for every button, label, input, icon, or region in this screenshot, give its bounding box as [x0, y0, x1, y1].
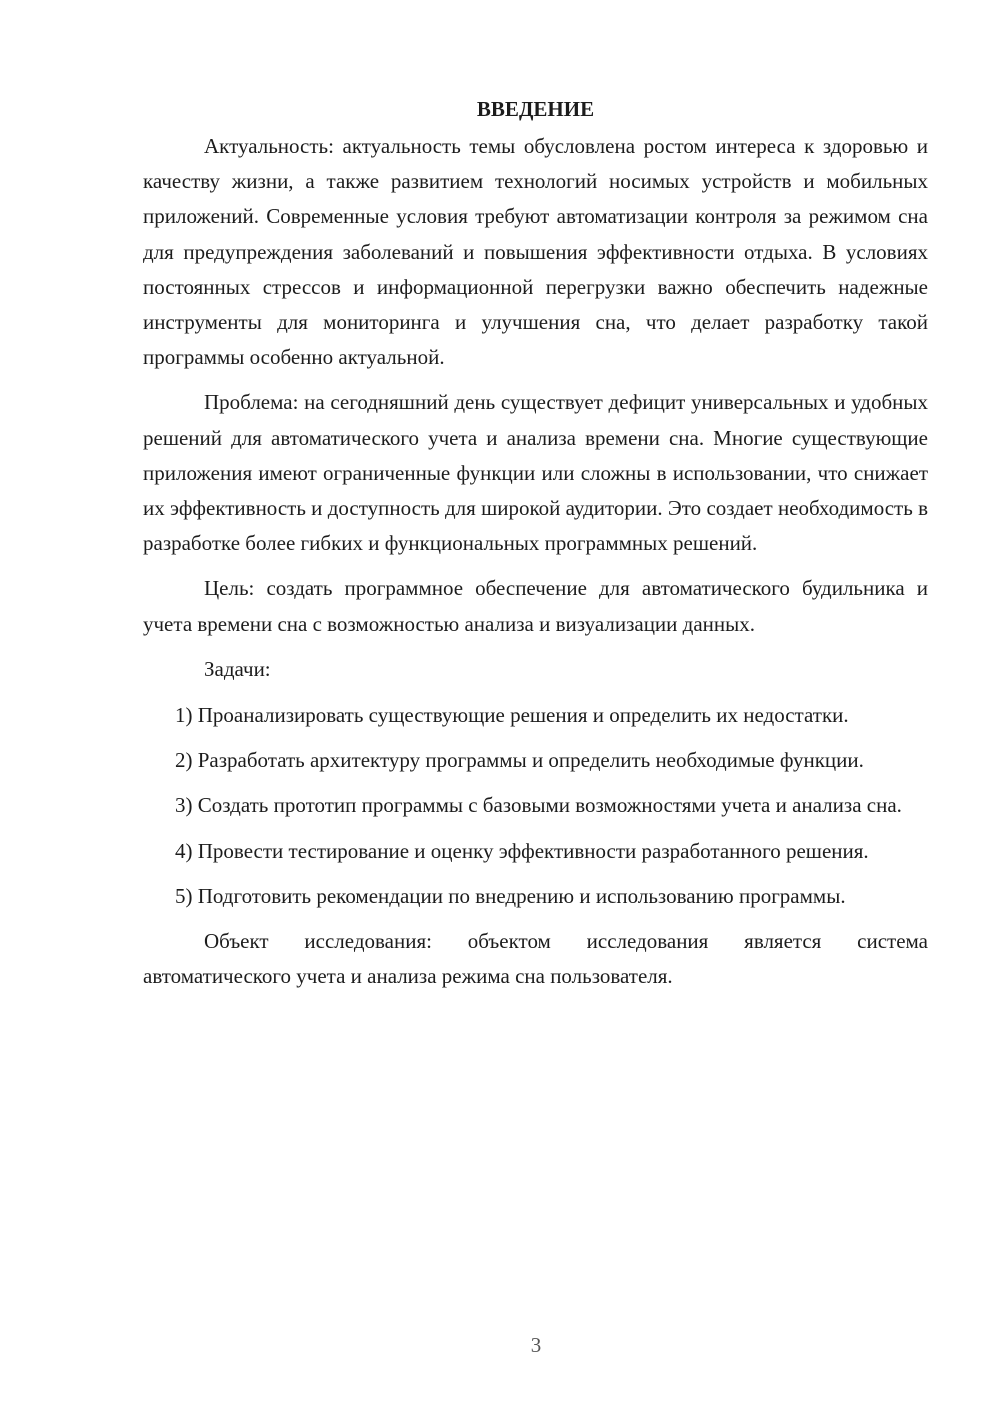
task-item: 1) Проанализировать существующие решения и определить их недостатки. [175, 703, 849, 728]
section-heading: ВВЕДЕНИЕ [476, 97, 595, 121]
task-item: 3) Создать прототип программы с базовыми возможностями учета и анализа сна. [175, 793, 902, 818]
paragraph-relevance: Актуальность: актуальность темы обусловлена ростом интереса к здоровью и качеству жизни, а также развитием технологий носимых устройств и мобильных приложений. Современные условия требуют автоматизации контроля за режимом сна для предупреждения заболеваний и повышения эффективности отдыха. В условиях постоянных стрессов и информационной перегрузки важно обеспечить надежные инструменты для мониторинга и улучшения сна, что делает разработку такой программы особенно актуальной. [143, 134, 928, 370]
task-item: 4) Провести тестирование и оценку эффективности разработанного решения. [175, 838, 869, 863]
paragraph-problem: Проблема: на сегодняшний день существует дефицит универсальных и удобных решений для автоматического учета и анализа времени сна. Многие существующие приложения имеют ограниченные функции или сложны в использовании, что снижает их эффективность и доступность для широкой аудитории. Это создает необходимость в разработке более гибких и функциональных программных решений. [143, 390, 928, 556]
tasks-label: Задачи: [204, 656, 271, 681]
paragraph-goal: Цель: создать программное обеспечение для автоматического будильника и учета времени сна с возможностью анализа и визуализации данных. [143, 576, 928, 636]
document-page [143, 92, 928, 1004]
task-item: 2) Разработать архитектуру программы и определить необходимые функции. [175, 748, 864, 773]
task-item: 5) Подготовить рекомендации по внедрению и использованию программы. [175, 883, 846, 908]
paragraph-object: Объект исследования: объектом исследования является система автоматического учета и анализа режима сна пользователя. [143, 929, 928, 989]
page-number: 3 [530, 1333, 542, 1357]
